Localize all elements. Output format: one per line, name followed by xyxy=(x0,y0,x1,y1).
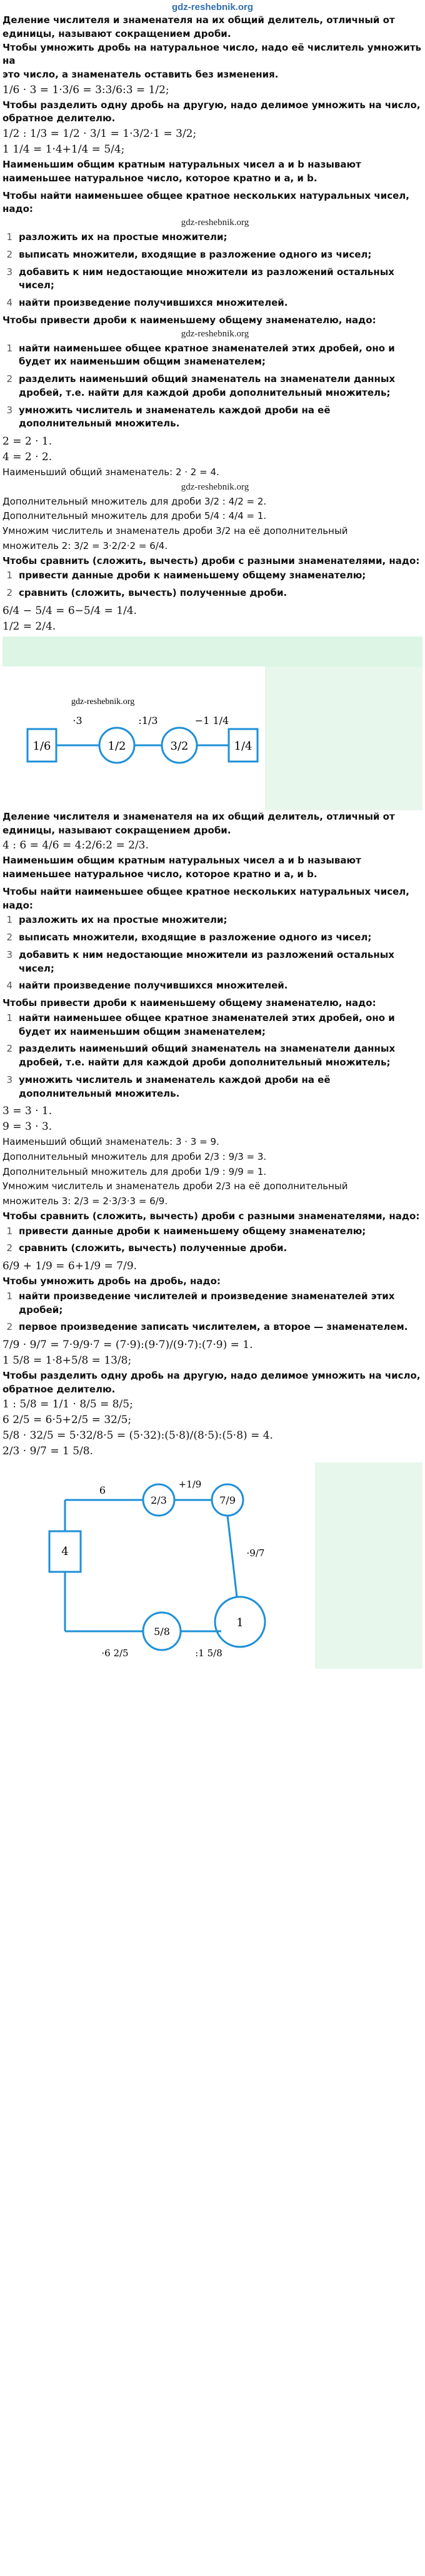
lcd-line-2: Наименьший общий знаменатель: 3 · 3 = 9. xyxy=(2,1136,219,1148)
list-item: 2 первое произведение записать числителем, а второе — знаменателем. xyxy=(6,1321,408,1333)
extra-factor-2: Дополнительный множитель для дроби 5/4 : 4/4 = 1. xyxy=(2,510,267,522)
extra-factor-2-2: Дополнительный множитель для дроби 1/9 : 9/9 = 1. xyxy=(2,1165,267,1177)
diagram2-start-label: 6 xyxy=(99,1484,106,1497)
reduce-def-1: Деление числителя и знаменателя на их общий делитель, отличный от xyxy=(2,14,395,26)
list-item: 3 умножить числитель и знаменатель каждой дроби на её дополнительный множитель. xyxy=(6,404,331,430)
diagram2-edge-3-label: ·6 2/5 xyxy=(101,1648,129,1659)
list-item: 2 сравнить (сложить, вычесть) полученные дроби. xyxy=(6,587,288,599)
rule-mult-nat-2: это число, а знаменатель оставить без изменения. xyxy=(2,69,279,80)
svg-text:1: 1 xyxy=(236,1616,244,1630)
common-denom-steps xyxy=(2,342,422,431)
diagram-1-svg xyxy=(2,667,422,810)
list-item: 1 разложить их на простые множители; xyxy=(6,914,228,926)
mult-line-2-2: множитель 3: 2/3 = 2·3/3·3 = 6/9. xyxy=(2,1195,168,1207)
common-denom-title-2: Чтобы привести дроби к наименьшему общему знаменателю, надо: xyxy=(2,997,376,1009)
diagram2-edge-1-label: +1/9 xyxy=(178,1479,202,1491)
compare-title: Чтобы сравнить (сложить, вычесть) дроби с разными знаменателями, надо: xyxy=(2,555,420,566)
rule-div-2-2: обратное делителю. xyxy=(2,1383,116,1395)
list-item: 1 найти наименьшее общее кратное знаменателей этих дробей, оно и будет их наименьшим общим знаменателем; xyxy=(6,1012,395,1037)
equation-6: 6/4 − 5/4 = 6−5/4 = 1/4. xyxy=(2,604,138,617)
lcm-def-1b: Наименьшим общим кратным натуральных чисел a и b называют xyxy=(2,855,361,867)
list-item: 3 умножить числитель и знаменатель каждой дроби на её дополнительный множитель. xyxy=(6,1074,331,1099)
equation-2-2: 3 = 3 · 1. xyxy=(2,1105,52,1118)
lcm-how-2b: надо: xyxy=(2,899,33,911)
equation-7: 1/2 = 2/4. xyxy=(2,620,56,633)
compare-title-2: Чтобы сравнить (сложить, вычесть) дроби с разными знаменателями, надо: xyxy=(2,1210,420,1222)
list-item: 3 добавить к ним недостающие множители из разложений остальных чисел; xyxy=(6,948,394,974)
list-item: 1 привести данные дроби к наименьшему общему знаменателю; xyxy=(6,1225,366,1237)
reduce-def-1b: Деление числителя и знаменателя на их общий делитель, отличный от xyxy=(2,810,395,822)
mult-steps xyxy=(2,1290,422,1334)
extra-factor-1: Дополнительный множитель для дроби 3/2 : 4/2 = 2. xyxy=(2,495,267,507)
mult-line-2: множитель 2: 3/2 = 3·2/2·2 = 6/4. xyxy=(2,540,168,551)
diagram-edge-1-label: ·3 xyxy=(72,714,82,727)
site-header[interactable]: gdz-reshebnik.org xyxy=(171,1,253,13)
mult-line-2-1: Умножим числитель и знаменатель дроби 2/3 на её дополнительный xyxy=(2,1180,348,1192)
list-item: 1 найти наименьшее общее кратное знаменателей этих дробей, оно и будет их наименьшим общим знаменателем; xyxy=(6,342,395,368)
lcm-steps-2 xyxy=(2,913,422,993)
diagram-node-1-label: 1/6 xyxy=(32,739,51,753)
diagram-node-4-label: 1/4 xyxy=(234,739,252,753)
equation-1: 1/6 · 3 = 1·3/6 = 3:3/6:3 = 1/2; xyxy=(2,83,169,96)
list-item: 1 найти произведение числителей и произведение знаменателей этих дробей; xyxy=(6,1290,395,1316)
list-item: 4 найти произведение получившихся множителей. xyxy=(6,980,288,992)
list-item: 2 разделить наименьший общий знаменатель на знаменатели данных дробей, т.е. найти для каждой дроби дополнительный множитель; xyxy=(6,1043,396,1068)
diagram-edge-3-label: −1 1/4 xyxy=(194,714,229,727)
svg-text:4: 4 xyxy=(61,1545,69,1559)
rule-div-2-1: Чтобы разделить одну дробь на другую, надо делимое умножить на число, xyxy=(2,1369,421,1381)
mult-line-1: Умножим числитель и знаменатель дроби 3/2 на её дополнительный xyxy=(2,525,348,537)
lcm-def-2b: наименьшее натуральное число, которое кратно и a, и b. xyxy=(2,868,318,880)
list-item: 1 привести данные дроби к наименьшему общему знаменателю; xyxy=(6,570,366,581)
equation-2-1: 4 : 6 = 4/6 = 4:2/6:2 = 2/3. xyxy=(2,839,149,852)
equation-2-5: 7/9 · 9/7 = 7·9/9·7 = (7·9):(9·7)/(9·7):(7·9) = 1. xyxy=(2,1339,253,1352)
lcd-line: Наименьший общий знаменатель: 2 · 2 = 4. xyxy=(2,466,219,478)
diagram2-edge-2-label: ·9/7 xyxy=(246,1547,265,1559)
equation-5: 4 = 2 · 2. xyxy=(2,451,52,463)
list-item: 2 выписать множители, входящие в разложение одного из чисел; xyxy=(6,248,372,260)
mult-title: Чтобы умножить дробь на дробь, надо: xyxy=(2,1275,221,1287)
list-item: 2 сравнить (сложить, вычесть) полученные дроби. xyxy=(6,1242,288,1254)
diagram-2 xyxy=(2,1462,422,1669)
diagram2-edge-4-label: :1 5/8 xyxy=(195,1648,222,1659)
compare-steps-2 xyxy=(2,1225,422,1256)
equation-2-6: 1 5/8 = 1·8+5/8 = 13/8; xyxy=(2,1354,132,1367)
rule-div-1: Чтобы разделить одну дробь на другую, надо делимое умножить на число, xyxy=(2,99,421,111)
common-denom-steps-2 xyxy=(2,1012,422,1101)
lcm-steps xyxy=(2,231,422,310)
equation-2-10: 2/3 · 9/7 = 1 5/8. xyxy=(2,1445,93,1458)
diagram-1 xyxy=(2,667,422,810)
watermark: gdz-reshebnik.org xyxy=(181,218,249,228)
list-item: 1 разложить их на простые множители; xyxy=(6,231,228,243)
equation-2-9: 5/8 · 32/5 = 5·32/8·5 = (5·32):(5·8)/(8·5):(5·8) = 4. xyxy=(2,1429,273,1442)
compare-steps xyxy=(2,569,422,600)
equation-2-7: 1 : 5/8 = 1/1 · 8/5 = 8/5; xyxy=(2,1398,133,1411)
equation-2-4: 6/9 + 1/9 = 6+1/9 = 7/9. xyxy=(2,1260,138,1273)
green-band xyxy=(2,636,422,667)
extra-factor-2-1: Дополнительный множитель для дроби 2/3 : 9/3 = 3. xyxy=(2,1150,267,1162)
lcm-how-1: Чтобы найти наименьшее общее кратное нескольких натуральных чисел, xyxy=(2,189,409,201)
reduce-def-2b: единицы, называют сокращением дроби. xyxy=(2,824,231,836)
equation-3: 1 1/4 = 1·4+1/4 = 5/4; xyxy=(2,143,125,156)
equation-4: 2 = 2 · 1. xyxy=(2,435,52,448)
reduce-def-2: единицы, называют сокращением дроби. xyxy=(2,28,231,39)
lcm-def-1: Наименьшим общим кратным натуральных чисел a и b называют xyxy=(2,159,361,171)
equation-2: 1/2 : 1/3 = 1/2 · 3/1 = 1·3/2·1 = 3/2; xyxy=(2,128,197,141)
svg-text:5/8: 5/8 xyxy=(154,1626,170,1638)
list-item: 3 добавить к ним недостающие множители из разложений остальных чисел; xyxy=(6,266,394,291)
diagram-2-svg xyxy=(2,1462,422,1669)
watermark: gdz-reshebnik.org xyxy=(181,328,249,339)
equation-2-8: 6 2/5 = 6·5+2/5 = 32/5; xyxy=(2,1414,132,1427)
list-item: 4 найти произведение получившихся множителей. xyxy=(6,297,288,309)
watermark: gdz-reshebnik.org xyxy=(181,481,249,492)
lcm-how-1b: Чтобы найти наименьшее общее кратное нескольких натуральных чисел, xyxy=(2,885,409,897)
lcm-def-2: наименьшее натуральное число, которое кратно и a, и b. xyxy=(2,172,318,184)
svg-text:2/3: 2/3 xyxy=(151,1494,167,1507)
list-item: 2 разделить наименьший общий знаменатель на знаменатели данных дробей, т.е. найти для каждой дроби дополнительный множитель; xyxy=(6,373,396,398)
diagram-edge-2-label: :1/3 xyxy=(138,714,158,727)
list-item: 2 выписать множители, входящие в разложение одного из чисел; xyxy=(6,932,372,943)
rule-div-2: обратное делителю. xyxy=(2,113,116,124)
common-denom-title: Чтобы привести дроби к наименьшему общему знаменателю, надо: xyxy=(2,314,376,326)
watermark: gdz-reshebnik.org xyxy=(71,697,135,707)
lcm-how-2: надо: xyxy=(2,203,33,215)
rule-mult-nat: Чтобы умножить дробь на натуральное число, надо её числитель умножить на xyxy=(2,41,422,67)
equation-2-3: 9 = 3 · 3. xyxy=(2,1120,52,1134)
diagram-node-2-label: 1/2 xyxy=(108,739,126,753)
svg-text:7/9: 7/9 xyxy=(219,1494,236,1507)
diagram-node-3-label: 3/2 xyxy=(170,739,189,753)
